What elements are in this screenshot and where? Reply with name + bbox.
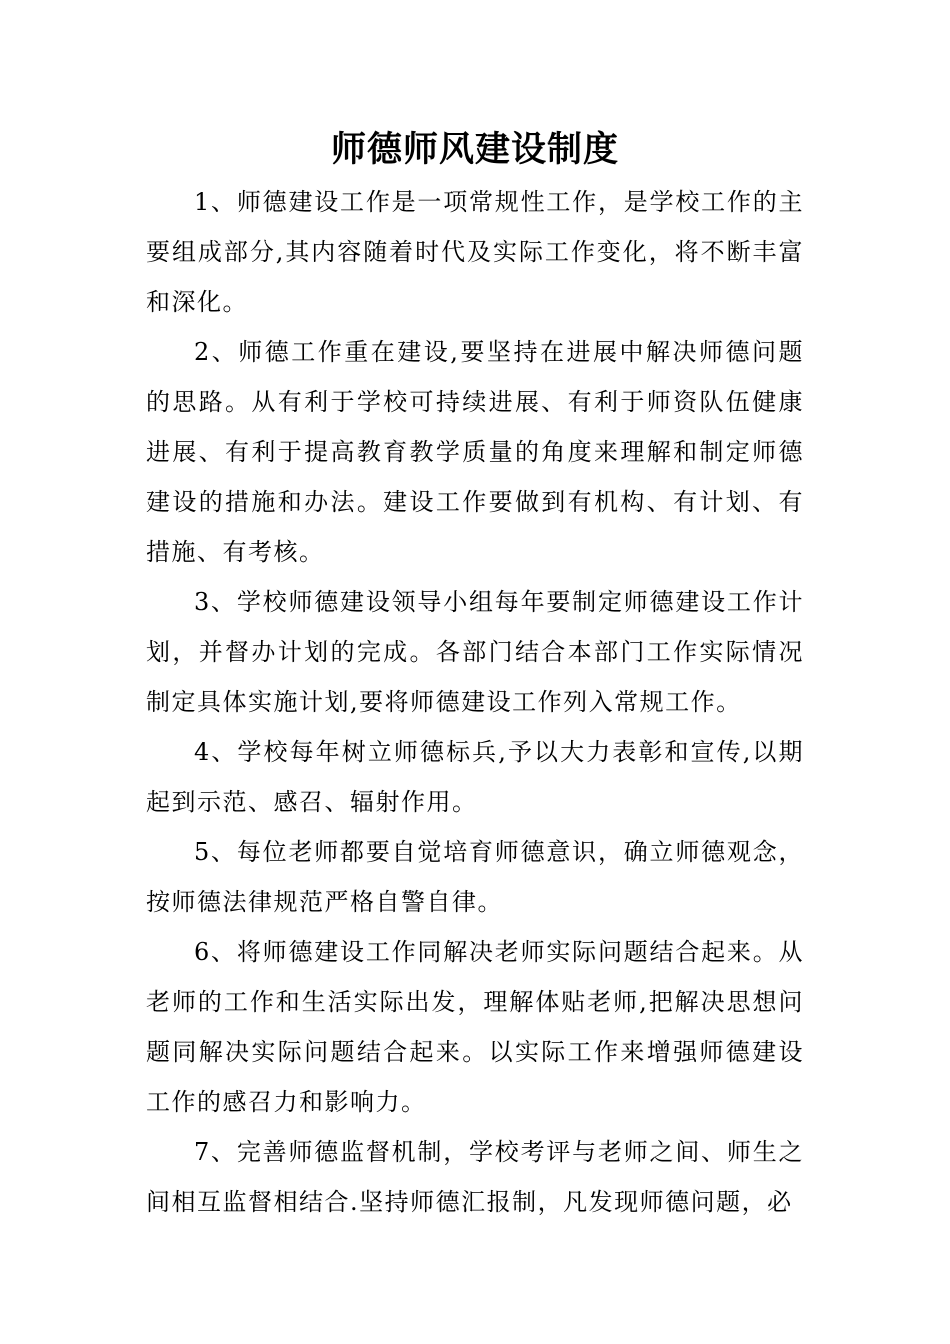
paragraph-6: 6、将师德建设工作同解决老师实际问题结合起来。从老师的工作和生活实际出发，理解体贴老师,把解决思想问题同解决实际问题结合起来。以实际工作来增强师德建设工作的感召力和影响力。 — [146, 938, 804, 1116]
paragraph-7: 7、完善师德监督机制，学校考评与老师之间、师生之间相互监督相结合.坚持师德汇报制，凡发现师德问题，必 — [146, 1138, 804, 1216]
document-title: 师德师风建设制度 — [330, 130, 619, 170]
paragraph-1: 1、师德建设工作是一项常规性工作，是学校工作的主要组成部分,其内容随着时代及实际工作变化，将不断丰富和深化。 — [146, 188, 804, 316]
paragraph-5: 5、每位老师都要自觉培育师德意识，确立师德观念，按师德法律规范严格自警自律。 — [146, 838, 804, 916]
paragraph-3: 3、学校师德建设领导小组每年要制定师德建设工作计划，并督办计划的完成。各部门结合本部门工作实际情况制定具体实施计划,要将师德建设工作列入常规工作。 — [146, 588, 804, 716]
document-body — [146, 177, 804, 1227]
paragraph-2: 2、师德工作重在建设,要坚持在进展中解决师德问题的思路。从有利于学校可持续进展、有利于师资队伍健康进展、有利于提高教育教学质量的角度来理解和制定师德建设的措施和办法。建设工作要做到有机构、有计划、有措施、有考核。 — [146, 338, 804, 566]
paragraph-4: 4、学校每年树立师德标兵,予以大力表彰和宣传,以期起到示范、感召、辐射作用。 — [146, 738, 804, 816]
